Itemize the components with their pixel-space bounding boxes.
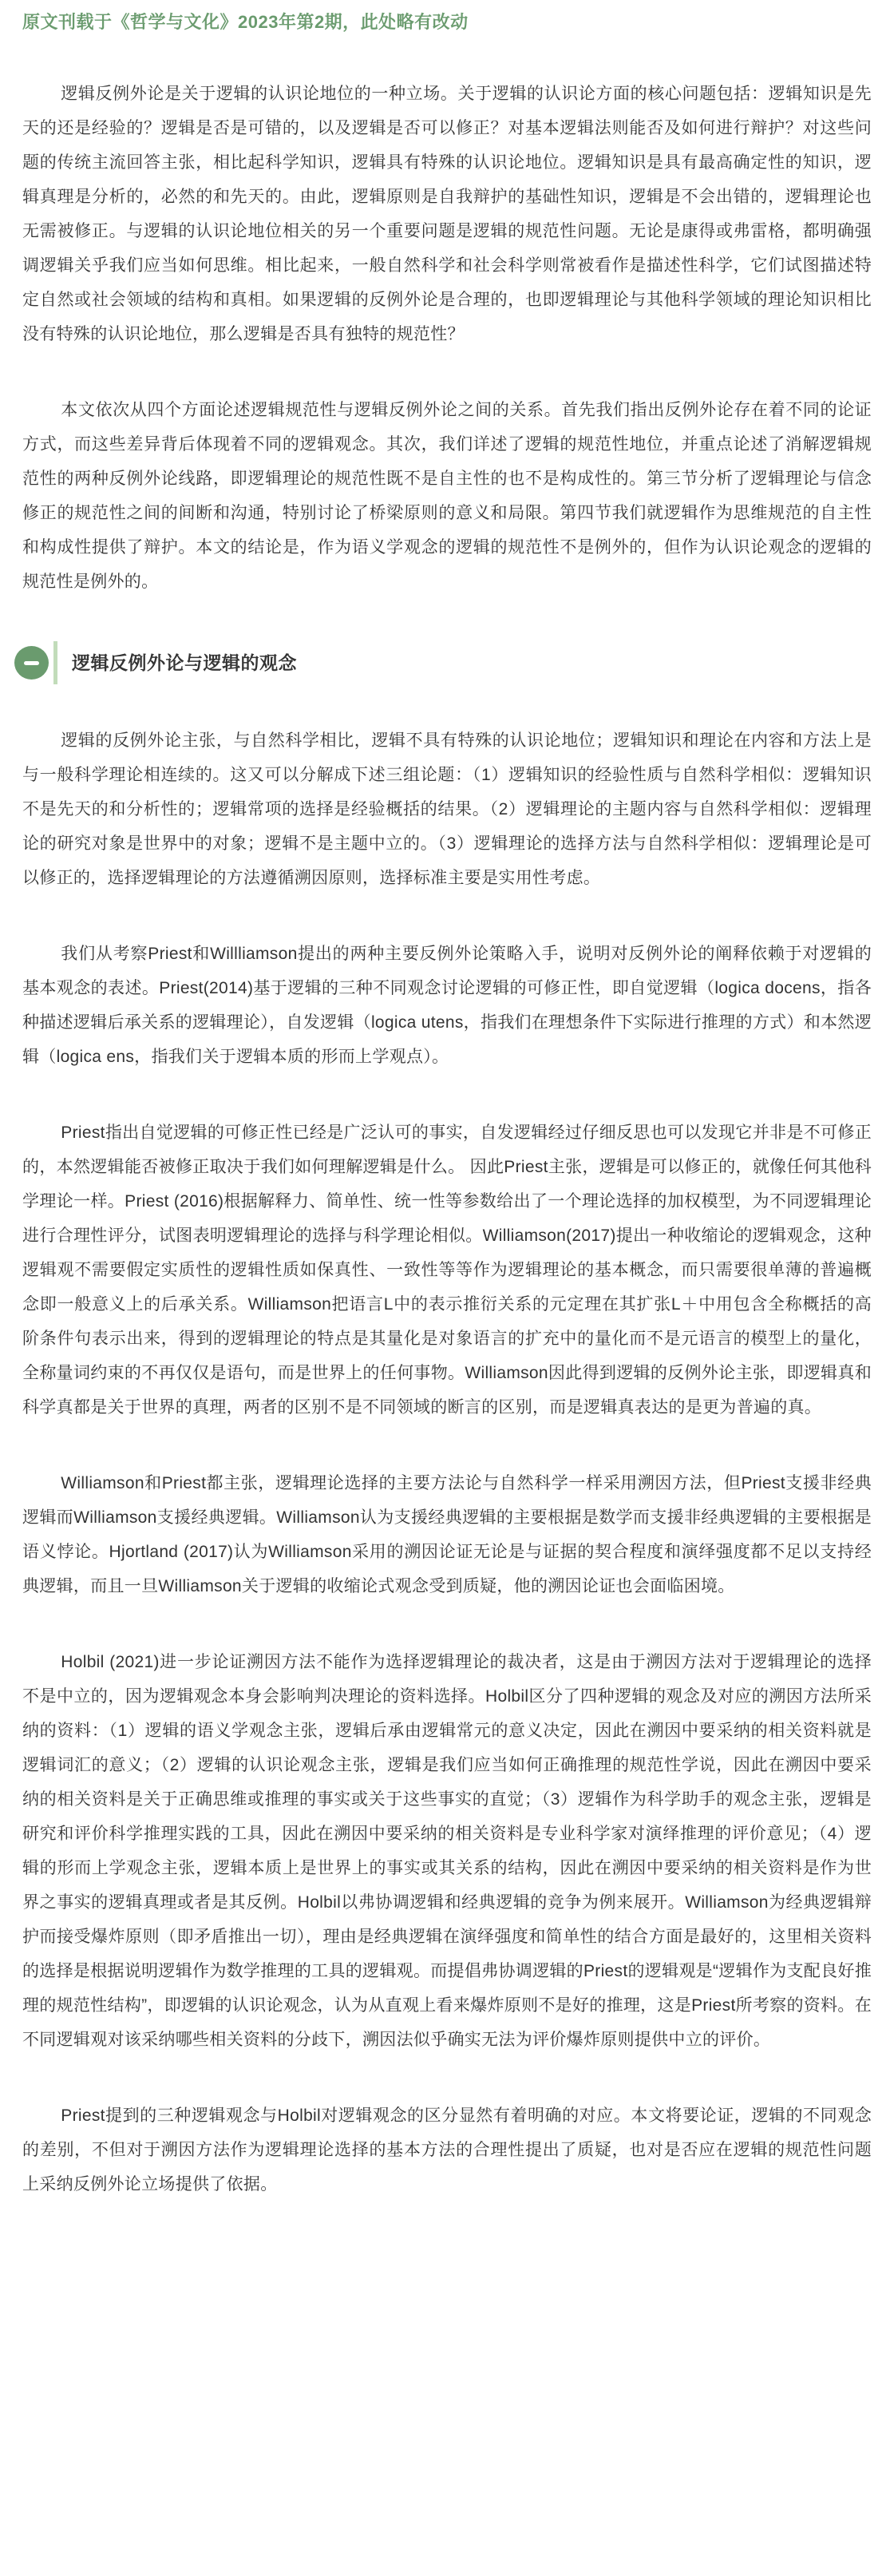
intro-paragraph-1: 逻辑反例外论是关于逻辑的认识论地位的一种立场。关于逻辑的认识论方面的核心问题包括：逻辑知识是先天的还是经验的？逻辑是否是可错的，以及逻辑是否可以修正？对基本逻辑法则能否及如何进行辩护？对这些问题的传统主流回答主张，相比起科学知识，逻辑具有特殊的认识论地位。逻辑知识是具有最高确定性的知识，逻辑真理是分析的，必然的和先天的。由此，逻辑原则是自我辩护的基础性知识，逻辑是不会出错的，逻辑理论也无需被修正。与逻辑的认识论地位相关的另一个重要问题是逻辑的规范性问题。无论是康得或弗雷格，都明确强调逻辑关乎我们应当如何思维。相比起来，一般自然科学和社会科学则常被看作是描述性科学，它们试图描述特定自然或社会领域的结构和真相。如果逻辑的反例外论是合理的，也即逻辑理论与其他科学领域的理论知识相比没有特殊的认识论地位，那么逻辑是否具有独特的规范性？ xyxy=(22,85,872,343)
section-heading xyxy=(14,640,872,685)
source-note: 原文刊载于《哲学与文化》2023年第2期，此处略有改动 xyxy=(22,12,469,32)
section-paragraph-3: Priest指出自觉逻辑的可修正性已经是广泛认可的事实，自发逻辑经过仔细反思也可以发现它并非是不可修正的，本然逻辑能否被修正取决于我们如何理解逻辑是什么。 因此Priest主张，逻辑是可以修正的，就像任何其他科学理论一样。Priest (2016)根据解释力、简单性、统一性等参数给出了一个理论选择的加权模型，为不同逻辑理论进行合理性评分，试图表明逻辑理论的选择与科学理论相似。Williamson(2017)提出一种收缩论的逻辑观念，这种逻辑观不需要假定实质性的逻辑性质如保真性、一致性等等作为逻辑理论的基本概念，而只需要很单薄的普遍概念即一般意义上的后承关系。Williamson把语言L中的表示推衍关系的元定理在其扩张L＋中用包含全称概括的高阶条件句表示出来，得到的逻辑理论的特点是其量化是对象语言的扩充中的量化而不是元语言的模型上的量化，全称量词约束的不再仅仅是语句，而是世界上的任何事物。Williamson因此得到逻辑的反例外论主张，即逻辑真和科学真都是关于世界的真理，两者的区别不是不同领域的断言的区别，而是逻辑真表达的是更为普遍的真。 xyxy=(22,1124,872,1417)
intro-paragraph-2: 本文依次从四个方面论述逻辑规范性与逻辑反例外论之间的关系。首先我们指出反例外论存在着不同的论证方式，而这些差异背后体现着不同的逻辑观念。其次，我们详述了逻辑的规范性地位，并重点论述了消解逻辑规范性的两种反例外论线路，即逻辑理论的规范性既不是自主性的也不是构成性的。第三节分析了逻辑理论与信念修正的规范性之间的间断和沟通，特别讨论了桥梁原则的意义和局限。第四节我们就逻辑作为思维规范的自主性和构成性提供了辩护。本文的结论是，作为语义学观念的逻辑的规范性不是例外的，但作为认识论观念的逻辑的规范性是例外的。 xyxy=(22,401,872,591)
section-number-badge xyxy=(14,646,49,680)
section-divider-bar xyxy=(53,641,57,684)
section-title: 逻辑反例外论与逻辑的观念 xyxy=(72,652,297,673)
section-paragraph-5: Holbil (2021)进一步论证溯因方法不能作为选择逻辑理论的裁决者，这是由于溯因方法对于逻辑理论的选择不是中立的，因为逻辑观念本身会影响判决理论的资料选择。Holbil区分了四种逻辑的观念及对应的溯因方法所采纳的资料：（1）逻辑的语义学观念主张，逻辑后承由逻辑常元的意义决定，因此在溯因中要采纳的相关资料就是逻辑词汇的意义；（2）逻辑的认识论观念主张，逻辑是我们应当如何正确推理的规范性学说，因此在溯因中要采纳的相关资料是关于正确思维或推理的事实或关于这些事实的直觉；（3）逻辑作为科学助手的观念主张，逻辑是研究和评价科学推理实践的工具，因此在溯因中要采纳的相关资料是专业科学家对演绎推理的评价意见；（4）逻辑的形而上学观念主张，逻辑本质上是世界上的事实或其关系的结构，因此在溯因中要采纳的相关资料是作为世界之事实的逻辑真理或者是其反例。Holbil以弗协调逻辑和经典逻辑的竞争为例来展开。Williamson为经典逻辑辩护而接受爆炸原则（即矛盾推出一切），理由是经典逻辑在演绎强度和简单性的结合方面是最好的，这里相关资料的选择是根据说明逻辑作为数学推理的工具的逻辑观。而提倡弗协调逻辑的Priest的逻辑观是“逻辑作为支配良好推理的规范性结构”，即逻辑的认识论观念，认为从直观上看来爆炸原则不是好的推理，这是Priest所考察的资料。在不同逻辑观对该采纳哪些相关资料的分歧下，溯因法似乎确实无法为评价爆炸原则提供中立的评价。 xyxy=(22,1653,872,2049)
minus-icon xyxy=(24,661,39,665)
section-paragraph-4: Williamson和Priest都主张，逻辑理论选择的主要方法论与自然科学一样采用溯因方法，但Priest支援非经典逻辑而Williamson支援经典逻辑。Williamson认为支援经典逻辑的主要根据是数学而支援非经典逻辑的主要根据是语义悖论。Hjortland (2017)认为Williamson采用的溯因论证无论是与证据的契合程度和演绎强度都不足以支持经典逻辑，而且一旦Williamson关于逻辑的收缩论式观念受到质疑，他的溯因论证也会面临困境。 xyxy=(22,1474,872,1595)
section-paragraph-2: 我们从考察Priest和Willliamson提出的两种主要反例外论策略入手，说明对反例外论的阐释依赖于对逻辑的基本观念的表述。Priest(2014)基于逻辑的三种不同观念讨论逻辑的可修正性，即自觉逻辑（logica docens，指各种描述逻辑后承关系的逻辑理论），自发逻辑（logica utens，指我们在理想条件下实际进行推理的方式）和本然逻辑（logica ens，指我们关于逻辑本质的形而上学观点）。 xyxy=(22,945,872,1066)
section-paragraph-1: 逻辑的反例外论主张，与自然科学相比，逻辑不具有特殊的认识论地位；逻辑知识和理论在内容和方法上是与一般科学理论相连续的。这又可以分解成下述三组论题：（1）逻辑知识的经验性质与自然科学相似：逻辑知识不是先天的和分析性的；逻辑常项的选择是经验概括的结果。（2）逻辑理论的主题内容与自然科学相似：逻辑理论的研究对象是世界中的对象；逻辑不是主题中立的。（3）逻辑理论的选择方法与自然科学相似：逻辑理论是可以修正的，选择逻辑理论的方法遵循溯因原则，选择标准主要是实用性考虑。 xyxy=(22,731,872,887)
section-paragraph-6: Priest提到的三种逻辑观念与Holbil对逻辑观念的区分显然有着明确的对应。本文将要论证，逻辑的不同观念的差别，不但对于溯因方法作为逻辑理论选择的基本方法的合理性提出了质疑，也对是否应在逻辑的规范性问题上采纳反例外论立场提供了依据。 xyxy=(22,2106,872,2194)
